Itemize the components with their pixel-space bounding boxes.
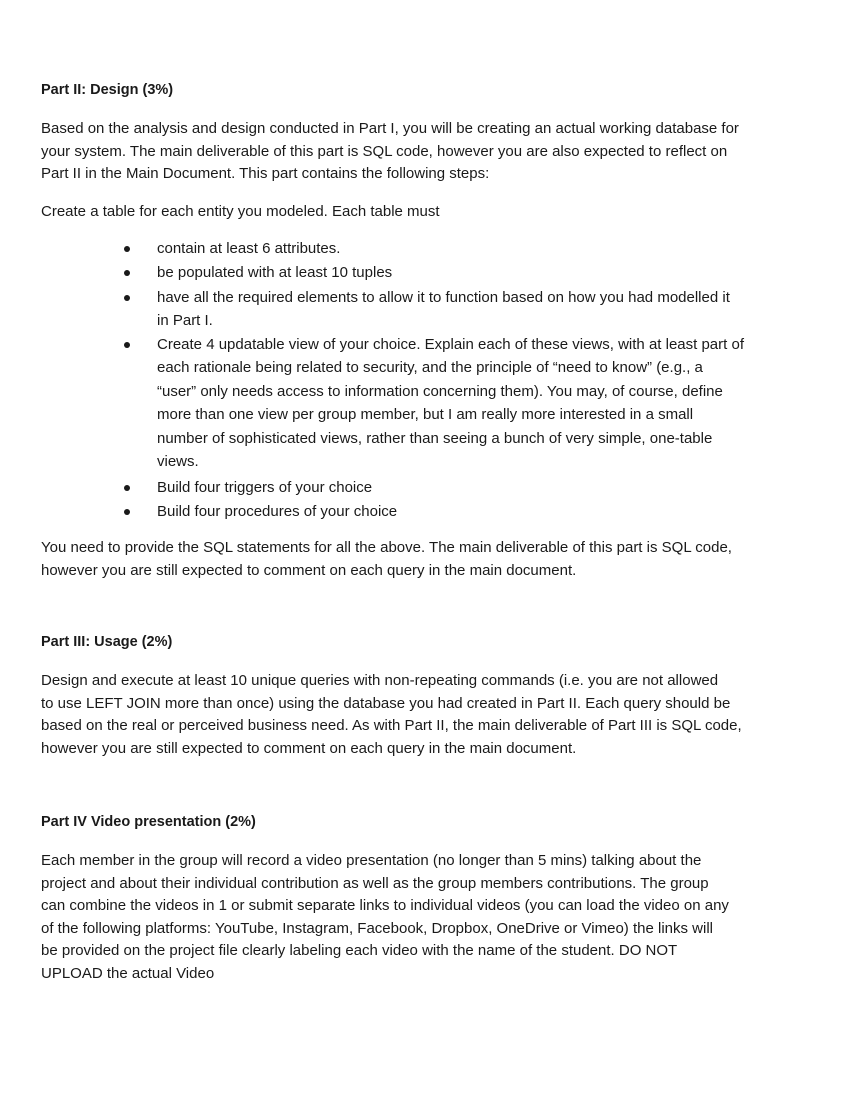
bullet-item bbox=[157, 500, 827, 523]
bullet-line: number of sophisticated views, rather than seeing a bunch of very simple, one-table bbox=[157, 429, 713, 447]
part4-line: Each member in the group will record a video presentation (no longer than 5 mins) talking about the bbox=[41, 852, 702, 869]
part2-intro-line: your system. The main deliverable of this part is SQL code, however you are also expected to reflect on bbox=[41, 142, 728, 160]
bullet-dot-icon bbox=[124, 509, 130, 515]
bullet-line: Create 4 updatable view of your choice. Explain each of these views, with at least part of bbox=[157, 336, 744, 353]
bullet-item bbox=[157, 237, 827, 260]
bullet-line: contain at least 6 attributes. bbox=[157, 240, 341, 257]
part4-line: UPLOAD the actual Video bbox=[41, 964, 215, 982]
part4-line: be provided on the project file clearly labeling each video with the name of the student. DO NOT bbox=[41, 942, 678, 959]
part2-closing-line: You need to provide the SQL statements for all the above. The main deliverable of this part is SQL code, bbox=[41, 539, 732, 556]
bullet-item bbox=[157, 286, 827, 333]
bullet-line: Build four triggers of your choice bbox=[157, 479, 373, 496]
part4-line: of the following platforms: YouTube, Instagram, Facebook, Dropbox, OneDrive or Vimeo) the links will bbox=[41, 919, 713, 937]
part4-body bbox=[41, 850, 811, 985]
bullet-line: be populated with at least 10 tuples bbox=[157, 264, 393, 281]
part3-heading: Part III: Usage (2%) bbox=[41, 634, 173, 650]
bullet-dot-icon bbox=[124, 485, 130, 491]
part3-body bbox=[41, 670, 811, 760]
part2-intro-line: Based on the analysis and design conducted in Part I, you will be creating an actual working database for bbox=[41, 120, 739, 137]
part4-heading: Part IV Video presentation (2%) bbox=[41, 814, 256, 830]
part2-table-instruction: Create a table for each entity you modeled. Each table must bbox=[41, 203, 440, 220]
bullet-line: more than one view per group member, but I am really more interested in a small bbox=[157, 406, 694, 424]
part2-intro-line: Part II in the Main Document. This part contains the following steps: bbox=[41, 165, 490, 182]
bullet-dot-icon bbox=[124, 295, 130, 301]
bullet-line: in Part I. bbox=[157, 312, 213, 330]
bullet-line: “user” only needs access to information concerning them). You may, of course, define bbox=[157, 382, 723, 400]
part2-heading: Part II: Design (3%) bbox=[41, 82, 174, 98]
part2-closing-line: however you are still expected to comment on each query in the main document. bbox=[41, 561, 577, 579]
part3-line: Design and execute at least 10 unique queries with non-repeating commands (i.e. you are not allowed bbox=[41, 672, 719, 689]
bullet-line: each rationale being related to security, and the principle of “need to know” (e.g., a bbox=[157, 359, 703, 377]
part4-line: project and about their individual contribution as well as the group members contributions. The group bbox=[41, 874, 709, 892]
bullet-line: views. bbox=[157, 453, 199, 471]
part3-line: based on the real or perceived business need. As with Part II, the main deliverable of Part III is SQL code, bbox=[41, 717, 742, 734]
bullet-dot-icon bbox=[124, 270, 130, 276]
part2-intro bbox=[41, 118, 811, 186]
bullet-item bbox=[157, 261, 827, 284]
bullet-item bbox=[157, 333, 827, 473]
part3-line: however you are still expected to comment on each query in the main document. bbox=[41, 739, 577, 757]
bullet-dot-icon bbox=[124, 342, 130, 348]
bullet-item bbox=[157, 476, 827, 499]
part3-line: to use LEFT JOIN more than once) using the database you had created in Part II. Each query should be bbox=[41, 694, 731, 712]
part4-line: can combine the videos in 1 or submit separate links to individual videos (you can load the video on any bbox=[41, 897, 729, 914]
bullet-line: have all the required elements to allow it to function based on how you had modelled it bbox=[157, 289, 730, 306]
part2-closing bbox=[41, 537, 811, 582]
bullet-line: Build four procedures of your choice bbox=[157, 503, 398, 520]
bullet-dot-icon bbox=[124, 246, 130, 252]
